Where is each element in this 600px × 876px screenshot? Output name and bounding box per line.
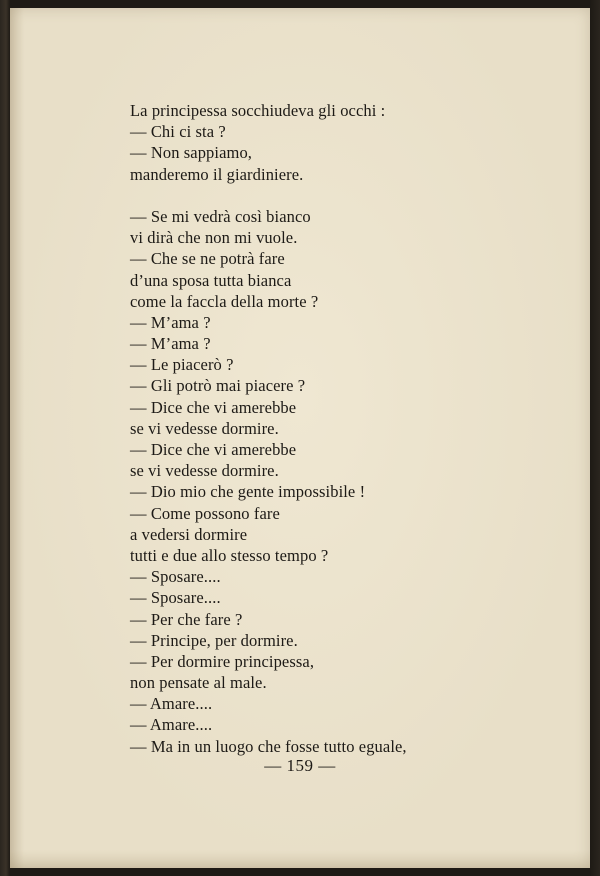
verse-line: se vi vedesse dormire. [130, 418, 279, 438]
verse-line: — Per dormire principessa, [130, 651, 315, 671]
verse-line: vi dirà che non mi vuole. [130, 228, 298, 248]
verse-line: — Amare.... [130, 715, 213, 735]
verse-line: — Chi ci sta ? [130, 122, 226, 142]
verse-line: non pensate al male. [130, 673, 267, 693]
stanza-gap [130, 185, 570, 206]
verse-line: — Ma in un luogo che fosse tutto eguale, [130, 736, 407, 756]
verse-line: come la faccla della morte ? [130, 291, 319, 311]
verse-line: tutti e due allo stesso tempo ? [130, 545, 329, 565]
verse-line: — Principe, per dormire. [130, 630, 298, 650]
verse-line: — M’ama ? [130, 334, 211, 354]
verse-line: a vedersi dormire [130, 524, 248, 544]
verse-line: se vi vedesse dormire. [130, 461, 279, 481]
book-page [10, 8, 590, 868]
verse-line: manderemo il giardiniere. [130, 164, 304, 184]
verse-line: — Per che fare ? [130, 609, 243, 629]
verse-line: — Come possono fare [130, 503, 280, 523]
stanza-2 [130, 206, 570, 757]
verse-line: — Se mi vedrà così bianco [130, 206, 311, 226]
page-number: — 159 — [264, 756, 336, 775]
verse-line: — Dice che vi amerebbe [130, 397, 297, 417]
verse-line: — Che se ne potrà fare [130, 249, 285, 269]
stanza-1 [130, 100, 570, 185]
verse-line: — Le piacerò ? [130, 355, 234, 375]
verse-line: La principessa socchiudeva gli occhi : [130, 101, 386, 120]
verse-line: — Dio mio che gente impossibile ! [130, 482, 366, 502]
verse-line: — Amare.... [130, 694, 213, 714]
verse-line: — Non sappiamo, [130, 143, 253, 163]
verse-line: — M’ama ? [130, 312, 211, 332]
verse-line: — Dice che vi amerebbe [130, 440, 297, 459]
verse-line: — Gli potrò mai piacere ? [130, 376, 306, 396]
verse-line: — Sposare.... [130, 588, 221, 608]
poem-text [130, 100, 570, 757]
verse-line: — Sposare.... [130, 567, 221, 587]
verse-line: d’una sposa tutta bianca [130, 270, 292, 290]
